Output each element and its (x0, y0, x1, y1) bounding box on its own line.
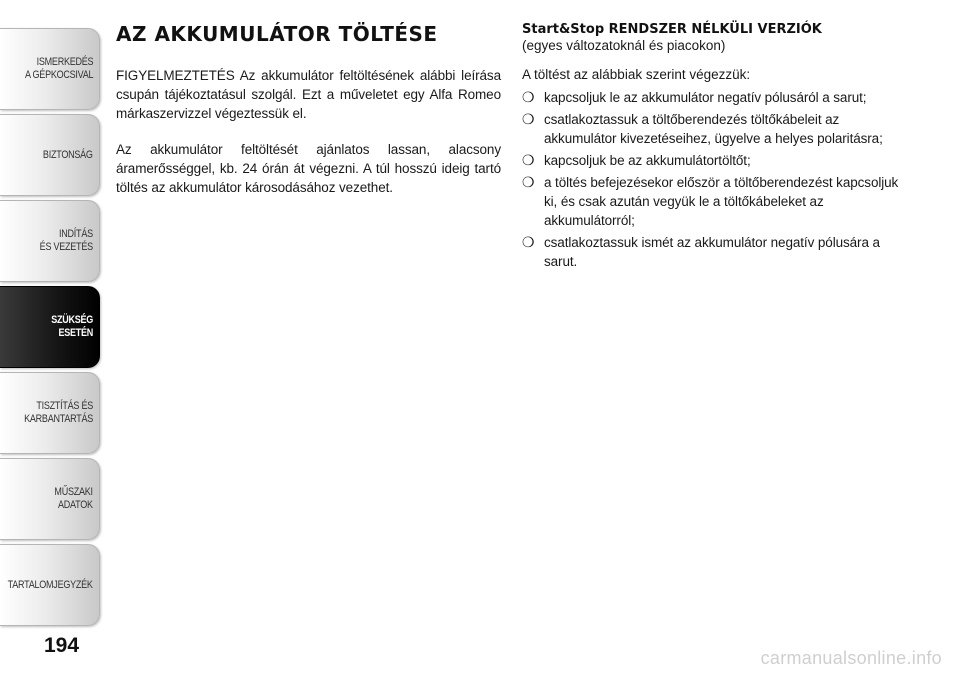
steps-intro: A töltést az alábbiak szerint végezzük: (522, 67, 751, 82)
tab-label: MŰSZAKI ADATOK (54, 486, 93, 511)
tab-label: ISMERKEDÉS A GÉPKOCSIVAL (24, 56, 93, 81)
page-title: AZ AKKUMULÁTOR TÖLTÉSE (116, 22, 438, 46)
warning-paragraph: FIGYELMEZTETÉS Az akkumulátor feltöltésének alábbi leírása csupán tájékoztatásul szolgál. Ezt a műveletet egy Alfa Romeo márkaszervizzel végeztessük el. (116, 68, 501, 121)
tab-tisztitas[interactable] (0, 372, 100, 454)
list-item (522, 173, 912, 230)
tab-label: TISZTÍTÁS ÉS KARBANTARTÁS (24, 400, 93, 425)
step-text: csatlakoztassuk a töltőberendezés töltőkábeleit az akkumulátor kivezetéseihez, ügyelve a helyes polaritásra; (544, 112, 883, 146)
steps-list (522, 88, 912, 271)
section-title: Start&Stop RENDSZER NÉLKÜLI VERZIÓK (522, 22, 822, 37)
page-number: 194 (44, 634, 80, 657)
tab-label: TARTALOMJEGYZÉK (7, 578, 93, 591)
circle-bullet-icon: ❍ (522, 234, 535, 250)
circle-bullet-icon: ❍ (522, 174, 535, 190)
circle-bullet-icon: ❍ (522, 152, 535, 168)
list-item (522, 233, 912, 271)
tab-ismerkedes[interactable] (0, 28, 100, 110)
tab-label: INDÍTÁS ÉS VEZETÉS (39, 228, 93, 253)
section-note: (egyes változatoknál és piacokon) (522, 38, 726, 53)
list-item (522, 151, 912, 170)
step-text: a töltés befejezésekor először a töltőberendezést kapcsoljuk ki, és csak azután vegyük le a töltőkábeleket az akkumulátorról; (544, 175, 899, 228)
step-text: kapcsoljuk le az akkumulátor negatív pólusáról a sarut; (544, 90, 867, 105)
circle-bullet-icon: ❍ (522, 111, 535, 127)
step-text: csatlakoztassuk ismét az akkumulátor negatív pólusára a sarut. (544, 235, 880, 269)
tab-label: BIZTONSÁG (43, 148, 93, 161)
tab-biztonsag[interactable] (0, 114, 100, 196)
step-text: kapcsoljuk be az akkumulátortöltőt; (544, 153, 751, 168)
list-item (522, 88, 912, 107)
tab-label: SZÜKSÉG ESETÉN (51, 314, 93, 339)
tab-muszaki-adatok[interactable] (0, 458, 100, 540)
tab-tartalomjegyzek[interactable] (0, 544, 100, 626)
left-column (116, 22, 501, 214)
tab-szukseg-eseten[interactable] (0, 286, 100, 368)
watermark: carmanualsonline.info (760, 648, 942, 668)
right-column (522, 22, 912, 274)
circle-bullet-icon: ❍ (522, 89, 535, 105)
list-item (522, 110, 912, 148)
charging-advice-paragraph: Az akkumulátor feltöltését ajánlatos lassan, alacsony áramerősséggel, kb. 24 órán át végezni. A túl hosszú ideig tartó töltés az akkumulátor károsodásához vezethet. (116, 142, 501, 195)
tab-inditas[interactable] (0, 200, 100, 282)
